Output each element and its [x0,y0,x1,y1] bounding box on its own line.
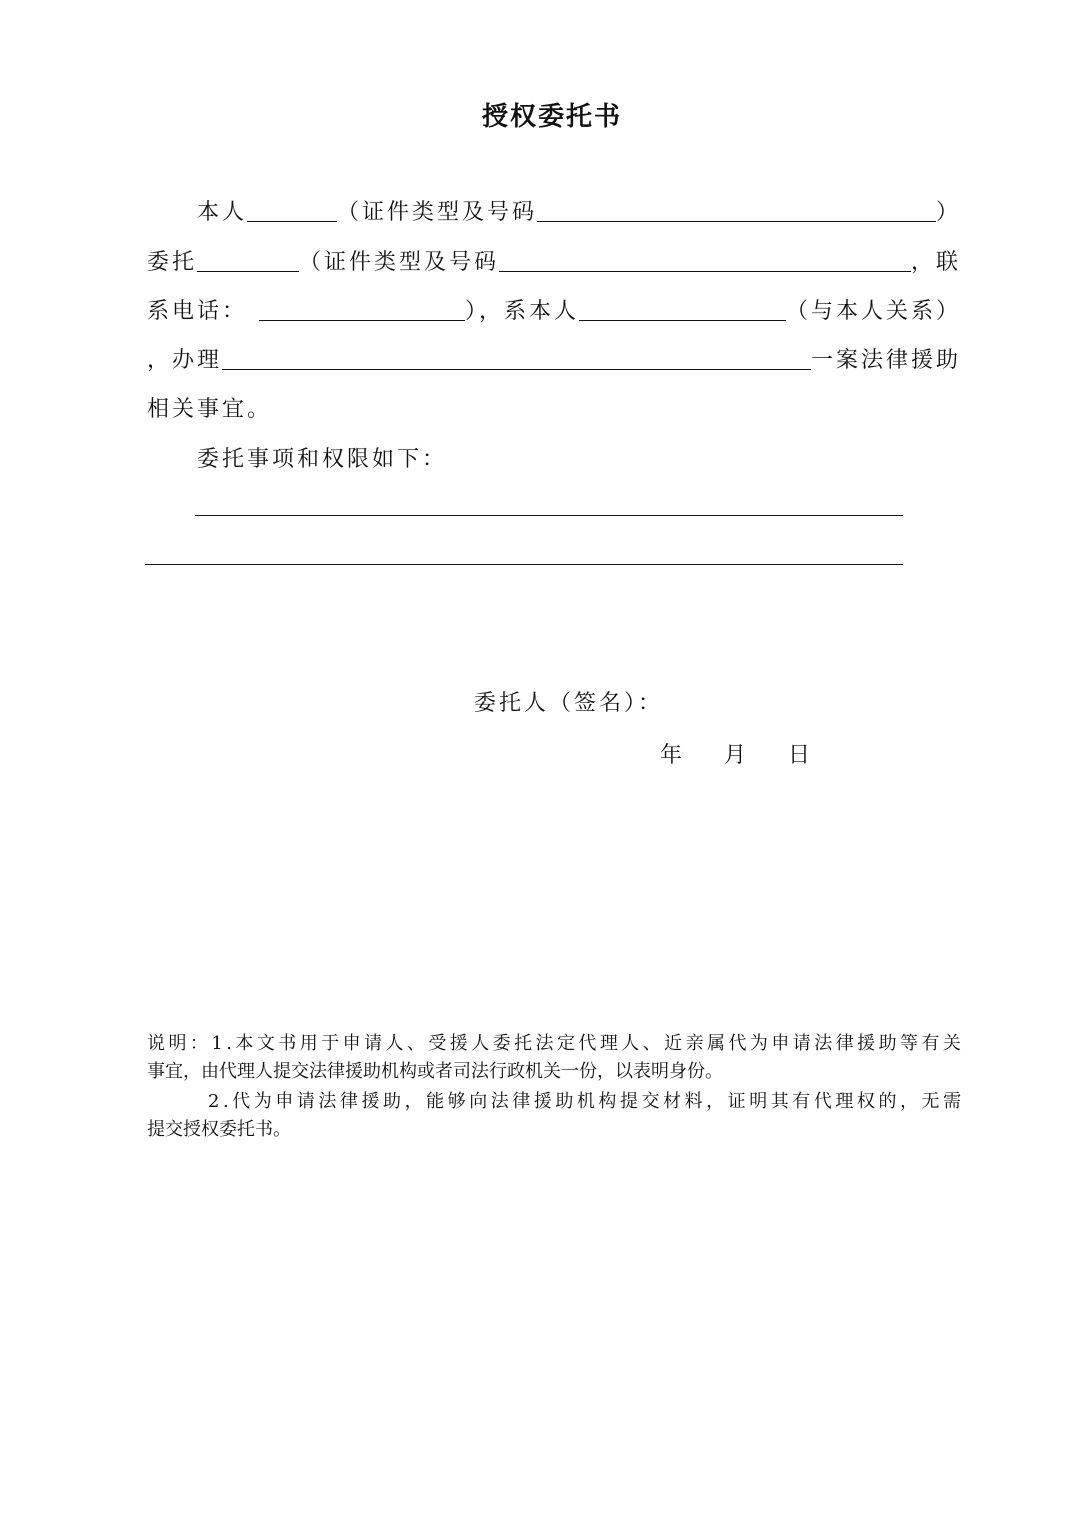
note-text-2: 事宜，由代理人提交法律援助机构或者司法行政机关一份，以表明身份。 [147,1061,723,1082]
text-handle: ，办理 [147,348,223,373]
text-close-paren-1: ） [935,200,961,225]
note-text-3: 2.代为申请法律援助，能够向法律援助机构提交材料，证明其有代理权的，无需 [208,1091,965,1112]
text-principal: 本人 [197,200,248,225]
text-relationship-note: （与本人关系） [785,299,961,324]
para-line-1 [197,194,961,228]
date-day: 日 [788,743,811,768]
text-entrust: 委托 [147,250,198,275]
relationship-blank[interactable] [579,320,786,321]
document-title: 授权委托书 [481,102,622,132]
date-year: 年 [660,743,683,768]
text-contact-start: ，联 [910,250,961,275]
phone-blank[interactable] [259,320,465,321]
date-month: 月 [724,743,747,768]
para-line-4 [147,342,961,376]
agent-id-blank[interactable] [499,271,911,272]
entrusted-items-label: 委托事项和权限如下： [197,447,448,472]
text-id-type-2: （证件类型及号码 [299,250,500,275]
signature-label: 委托人（签名）： [474,691,664,716]
para-line-5 [147,391,961,425]
note-line-4 [147,1116,961,1144]
note-line-3 [208,1088,965,1116]
principal-name-blank[interactable] [247,221,337,222]
items-label-line [197,441,961,475]
note-line-2 [147,1058,961,1086]
agent-name-blank[interactable] [197,271,299,272]
text-phone: 系电话： [147,299,248,324]
note-text-1: 说明：1.本文书用于申请人、受援人委托法定代理人、近亲属代为申请法律援助等有关 [147,1033,965,1054]
entrusted-items-line-1[interactable] [195,515,903,516]
principal-id-blank[interactable] [537,221,936,222]
text-related-matters: 相关事宜。 [147,397,273,422]
text-relation-of: ），系本人 [465,299,580,324]
para-line-3 [147,293,961,327]
note-line-1 [147,1030,965,1058]
case-name-blank[interactable] [222,369,811,370]
entrusted-items-line-2[interactable] [145,564,903,565]
text-id-type-1: （证件类型及号码 [337,200,538,225]
note-text-4: 提交授权委托书。 [147,1119,291,1140]
para-line-2 [147,244,961,278]
text-case-legal-aid: 一案法律援助 [810,348,961,373]
